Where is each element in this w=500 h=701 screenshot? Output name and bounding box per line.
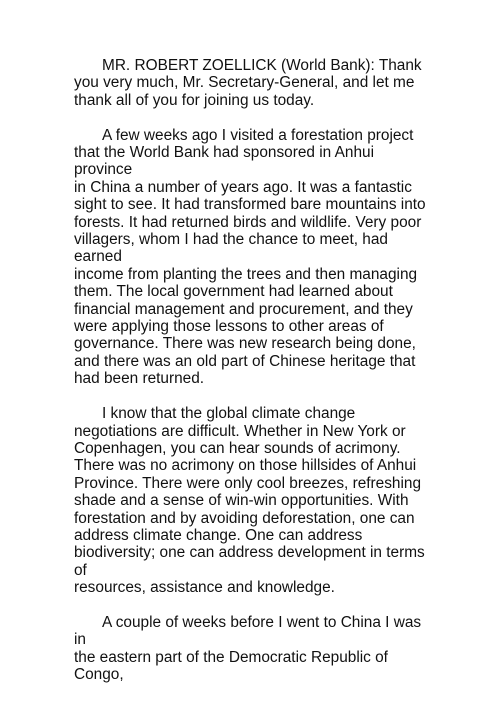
document-page bbox=[74, 57, 434, 701]
paragraph-congo: A couple of weeks before I went to China I was in the eastern part of the Democratic Republic of Congo, bbox=[74, 613, 422, 684]
paragraph-anhui-visit: A few weeks ago I visited a forestation project that the World Bank had sponsored in Anhui province in China a number of years ago. It was a fantastic sight to see. It had transformed bare mountains into forests. It had returned birds and wildlife. Very poor villagers, whom I had the chance to meet, had earned income from planting the trees and then managing them. The local government had learned about financial management and procurement, and they were applying those lessons to other areas of governance. There was new research being done, and there was an old part of Chinese heritage that had been returned. bbox=[74, 126, 426, 388]
paragraph-opening: MR. ROBERT ZOELLICK (World Bank): Thank you very much, Mr. Secretary-General, and let me thank all of you for joining us today. bbox=[74, 57, 422, 109]
paragraph-climate-negotiations: I know that the global climate change negotiations are difficult. Whether in New York or Copenhagen, you can hear sounds of acrimony. There was no acrimony on those hillsides of Anhui Province. There were only cool breezes, refreshing shade and a sense of win-win opportunities. With forestation and by avoiding deforestation, one can address climate change. One can address biodiversity; one can address development in terms of resources, assistance and knowledge. bbox=[74, 405, 425, 597]
